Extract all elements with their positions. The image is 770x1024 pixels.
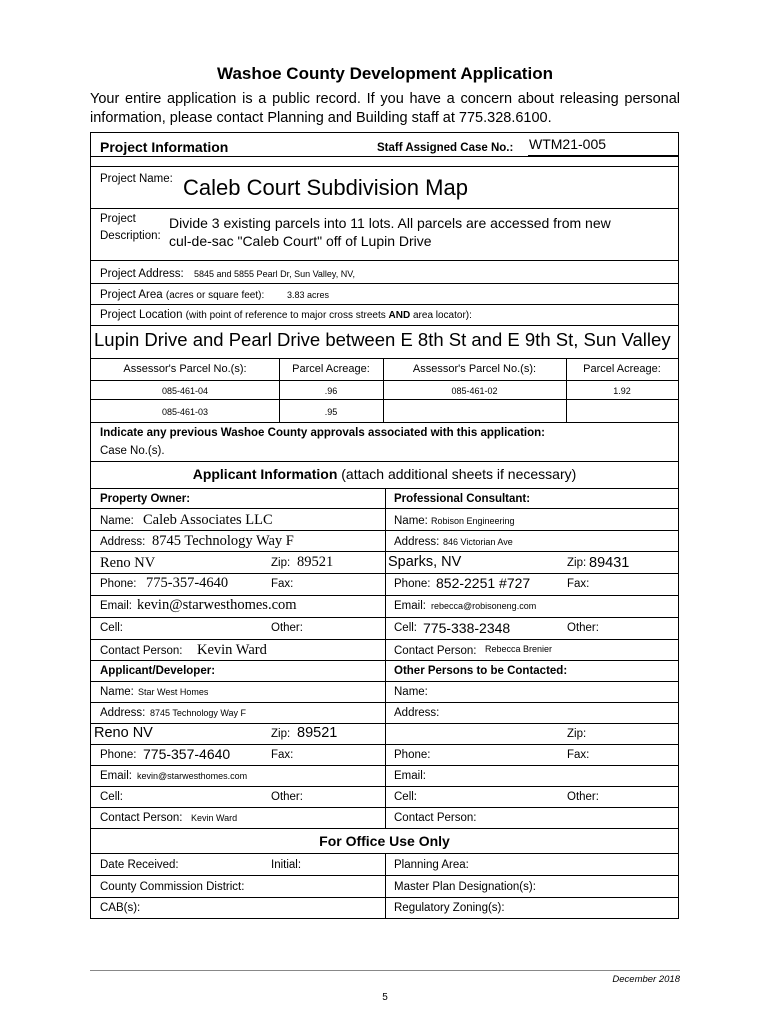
owner-title: Property Owner: <box>100 493 191 505</box>
developer-zip[interactable]: 89521 <box>297 725 338 741</box>
owner-other-label: Other: <box>271 622 303 634</box>
parcel-cell[interactable]: 085-461-04 <box>161 386 209 396</box>
application-form <box>90 132 679 919</box>
others-cell-label: Cell: <box>394 791 418 803</box>
page-number: 5 <box>382 992 388 1003</box>
parcel-cell[interactable]: 085-461-02 <box>451 386 498 396</box>
developer-zip-label: Zip: <box>271 728 291 740</box>
developer-phone[interactable]: 775-357-4640 <box>143 746 231 762</box>
consultant-email-label: Email: <box>394 600 426 612</box>
developer-contact[interactable]: Kevin Ward <box>191 813 238 823</box>
consultant-name-label: Name: <box>394 515 428 527</box>
project-area-label: Project Area (acres or square feet): <box>100 289 265 301</box>
developer-email-label: Email: <box>100 770 132 782</box>
consultant-name[interactable]: Robison Engineering <box>431 516 515 526</box>
case-no-label: Staff Assigned Case No.: <box>377 142 514 154</box>
owner-contact[interactable]: Kevin Ward <box>197 642 267 658</box>
consultant-title: Professional Consultant: <box>394 493 531 505</box>
consultant-contact-label: Contact Person: <box>394 645 477 657</box>
planning-area-label: Planning Area: <box>394 859 469 871</box>
parcel-cell[interactable]: .96 <box>324 386 338 396</box>
others-other-label: Other: <box>567 791 599 803</box>
parcel-cell[interactable]: 1.92 <box>613 386 631 396</box>
consultant-cell[interactable]: 775-338-2348 <box>423 620 511 636</box>
zoning-label: Regulatory Zoning(s): <box>394 902 505 914</box>
project-section-title: Project Information <box>100 139 229 155</box>
parcel-header-1: Assessor's Parcel No.(s): <box>123 363 247 375</box>
footer-divider <box>90 970 680 971</box>
others-zip-label: Zip: <box>567 728 587 740</box>
project-address-label: Project Address: <box>100 268 184 280</box>
owner-phone[interactable]: 775-357-4640 <box>146 575 229 591</box>
date-received-label: Date Received: <box>100 859 179 871</box>
parcel-header-4: Parcel Acreage: <box>583 363 661 375</box>
project-desc-line-1[interactable]: Divide 3 existing parcels into 11 lots. All parcels are accessed from new <box>169 215 611 231</box>
developer-address-label: Address: <box>100 707 146 719</box>
consultant-fax-label: Fax: <box>567 578 590 590</box>
commission-district-label: County Commission District: <box>100 881 245 893</box>
consultant-phone[interactable]: 852-2251 #727 <box>436 575 531 591</box>
developer-phone-label: Phone: <box>100 749 137 761</box>
project-name-label: Project Name: <box>100 173 173 185</box>
others-phone-label: Phone: <box>394 749 431 761</box>
project-location-value[interactable]: Lupin Drive and Pearl Drive between E 8th St and E 9th St, Sun Valley <box>94 329 671 350</box>
others-name-label: Name: <box>394 686 428 698</box>
office-section-title: For Office Use Only <box>319 833 450 849</box>
others-fax-label: Fax: <box>567 749 590 761</box>
consultant-address[interactable]: 846 Victorian Ave <box>443 537 513 547</box>
owner-city[interactable]: Reno NV <box>100 555 156 571</box>
master-plan-label: Master Plan Designation(s): <box>394 881 536 893</box>
owner-name-label: Name: <box>100 515 134 527</box>
developer-city[interactable]: Reno NV <box>94 725 153 741</box>
project-name-value[interactable]: Caleb Court Subdivision Map <box>183 175 468 200</box>
project-desc-label-2: Description: <box>100 230 161 242</box>
parcel-header-2: Parcel Acreage: <box>292 363 370 375</box>
consultant-phone-label: Phone: <box>394 578 431 590</box>
developer-email[interactable]: kevin@starwesthomes.com <box>137 771 248 781</box>
project-area-value[interactable]: 3.83 acres <box>287 290 330 300</box>
owner-address-label: Address: <box>100 536 146 548</box>
developer-cell-label: Cell: <box>100 791 124 803</box>
developer-name-label: Name: <box>100 686 134 698</box>
parcel-header-3: Assessor's Parcel No.(s): <box>412 363 537 375</box>
cab-label: CAB(s): <box>100 902 141 914</box>
project-desc-line-2[interactable]: cul-de-sac "Caleb Court" off of Lupin Drive <box>169 233 432 249</box>
consultant-other-label: Other: <box>567 622 599 634</box>
owner-email-label: Email: <box>100 600 132 612</box>
developer-contact-label: Contact Person: <box>100 812 183 824</box>
owner-address[interactable]: 8745 Technology Way F <box>152 533 294 549</box>
parcel-cell[interactable]: 085-461-03 <box>161 407 209 417</box>
consultant-zip[interactable]: 89431 <box>589 555 630 571</box>
applicant-section-title: Applicant Information (attach additional sheets if necessary) <box>192 466 577 482</box>
developer-name[interactable]: Star West Homes <box>138 687 209 697</box>
intro-text: Your entire application is a public record. If you have a concern about releasing personal information, please contact Planning and Building staff at 775.328.6100. <box>90 91 680 126</box>
footer-date: December 2018 <box>612 974 680 985</box>
parcel-cell[interactable]: .95 <box>324 407 338 417</box>
project-desc-label-1: Project <box>100 213 136 225</box>
owner-phone-label: Phone: <box>100 578 137 590</box>
project-address-value[interactable]: 5845 and 5855 Pearl Dr, Sun Valley, NV, <box>194 269 355 279</box>
project-location-label: Project Location (with point of reference to major cross streets AND area locator): <box>100 309 472 321</box>
initial-label: Initial: <box>271 859 302 871</box>
consultant-email[interactable]: rebecca@robisoneng.com <box>431 601 537 611</box>
others-address-label: Address: <box>394 707 440 719</box>
owner-cell-label: Cell: <box>100 622 124 634</box>
developer-fax-label: Fax: <box>271 749 294 761</box>
consultant-zip-label: Zip: <box>567 557 587 569</box>
developer-other-label: Other: <box>271 791 303 803</box>
owner-fax-label: Fax: <box>271 578 294 590</box>
others-email-label: Email: <box>394 770 426 782</box>
consultant-address-label: Address: <box>394 536 440 548</box>
owner-contact-label: Contact Person: <box>100 645 183 657</box>
owner-email[interactable]: kevin@starwesthomes.com <box>137 597 297 613</box>
case-nos-label: Case No.(s). <box>100 445 165 457</box>
prev-approvals-label: Indicate any previous Washoe County approvals associated with this application: <box>100 427 545 439</box>
case-no-value[interactable]: WTM21-005 <box>529 136 607 152</box>
consultant-contact[interactable]: Rebecca Brenier <box>485 644 553 654</box>
owner-zip-label: Zip: <box>271 557 291 569</box>
consultant-cell-label: Cell: <box>394 622 418 634</box>
others-contact-label: Contact Person: <box>394 812 477 824</box>
consultant-city[interactable]: Sparks, NV <box>388 554 462 570</box>
developer-address[interactable]: 8745 Technology Way F <box>150 708 247 718</box>
form-title: Washoe County Development Application <box>217 64 553 83</box>
others-title: Other Persons to be Contacted: <box>394 665 568 677</box>
developer-title: Applicant/Developer: <box>100 665 216 677</box>
owner-zip[interactable]: 89521 <box>297 554 334 570</box>
owner-name[interactable]: Caleb Associates LLC <box>143 512 273 528</box>
